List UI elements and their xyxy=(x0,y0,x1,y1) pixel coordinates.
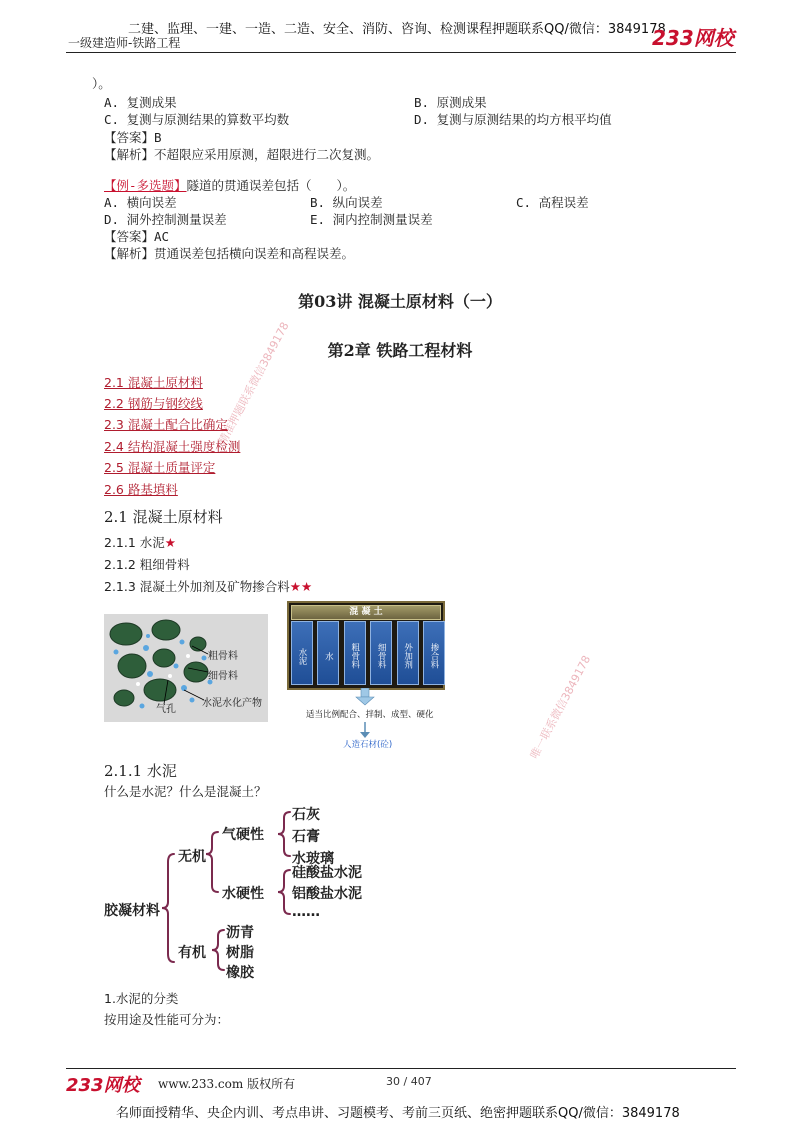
label-air-void: 气孔 xyxy=(156,704,176,715)
star-icon: ★★ xyxy=(289,579,313,594)
subsection-label: 2.1.2 粗细骨料 xyxy=(104,557,190,572)
header-subtitle: 一级建造师-铁路工程 xyxy=(68,36,181,50)
classification-text: 按用途及性能可分为： xyxy=(104,1012,230,1027)
tree-item: 硅酸盐水泥 xyxy=(292,865,362,881)
tree-item: 铝酸盐水泥 xyxy=(292,886,362,902)
constituent-column: 水泥 xyxy=(291,621,313,685)
label-fine-aggregate: 细骨料 xyxy=(208,671,238,682)
footer-logo: 233网校 xyxy=(66,1075,140,1096)
toc-item-2-6[interactable]: 2.6 路基填料 xyxy=(104,482,178,497)
subsection-2-1-3 xyxy=(104,577,312,595)
watermark-text: 精准押题联系微信3849178 xyxy=(215,319,292,448)
toc-item-2-1[interactable]: 2.1 混凝土原材料 xyxy=(104,375,203,390)
footer-divider xyxy=(66,1068,736,1069)
toc-item-2-2[interactable]: 2.2 钢筋与钢绞线 xyxy=(104,396,203,411)
label-cement-hydration: 水泥水化产物 xyxy=(202,698,262,709)
lecture-title: 第03讲 混凝土原材料（一） xyxy=(298,292,502,311)
constituent-column: 细骨料 xyxy=(370,621,392,685)
q1-option-b: B. 原测成果 xyxy=(414,95,487,110)
tree-item: 沥青 xyxy=(226,925,254,941)
q2-option-b: B. 纵向误差 xyxy=(310,195,383,210)
tree-item: 石膏 xyxy=(292,829,320,845)
q1-stem-tail: ）。 xyxy=(92,76,111,91)
arrow-down-icon xyxy=(355,688,375,706)
page-number: 30 / 407 xyxy=(386,1075,432,1088)
tree-item: …… xyxy=(292,904,320,920)
q2-option-c: C. 高程误差 xyxy=(516,195,589,210)
footer-contact-line: 名师面授精华、央企内训、考点串讲、习题模考、考前三页纸、绝密押题联系QQ/微信：3849178 xyxy=(116,1106,680,1121)
constituent-column: 粗骨料 xyxy=(344,621,366,685)
arrow-down-icon xyxy=(359,722,371,738)
header-contact-line: 二建、监理、一建、一造、二造、安全、消防、咨询、检测课程押题联系QQ/微信：3849178 xyxy=(128,22,666,37)
header-logo: 233网校 xyxy=(652,26,734,50)
result-caption: 人造石材(砼) xyxy=(343,740,393,750)
subsection-label: 2.1.1 水泥 xyxy=(104,535,165,550)
footer-site[interactable]: www.233.com 版权所有 xyxy=(158,1077,296,1091)
cement-question: 什么是水泥？什么是混凝土？ xyxy=(104,784,267,799)
q2-option-a: A. 横向误差 xyxy=(104,195,177,210)
q2-tag: 【例-多选题】 xyxy=(104,178,187,193)
toc-item-2-4[interactable]: 2.4 结构混凝土强度检测 xyxy=(104,439,241,454)
tree-root: 胶凝材料 xyxy=(104,903,160,919)
constituent-column: 外加剂 xyxy=(397,621,419,685)
section-2-1-1-heading: 2.1.1 水泥 xyxy=(104,762,177,780)
toc-item-2-3[interactable]: 2.3 混凝土配合比确定 xyxy=(104,417,228,432)
q2-stem-text: 隧道的贯通误差包括（ ）。 xyxy=(186,178,356,193)
tree-item: 石灰 xyxy=(292,807,320,823)
chapter-title: 第2章 铁路工程材料 xyxy=(327,341,473,360)
tree-item: 树脂 xyxy=(226,945,254,961)
q1-analysis: 【解析】不超限应采用原测，超限进行二次复测。 xyxy=(104,147,380,162)
subsection-2-1-2 xyxy=(104,555,190,573)
q2-answer: 【答案】AC xyxy=(104,229,170,244)
q2-analysis: 【解析】贯通误差包括横向误差和高程误差。 xyxy=(104,246,355,261)
concrete-header-box: 混 凝 土 xyxy=(291,605,441,620)
q2-stem xyxy=(104,176,355,194)
tree-item: 橡胶 xyxy=(226,965,254,981)
q1-option-d: D. 复测与原测结果的均方根平均值 xyxy=(414,112,612,127)
tree-inorganic: 无机 xyxy=(178,849,206,865)
subsection-2-1-1 xyxy=(104,533,176,551)
label-coarse-aggregate: 粗骨料 xyxy=(208,651,238,662)
q1-option-c: C. 复测与原测结果的算数平均数 xyxy=(104,112,290,127)
tree-air-hardening: 气硬性 xyxy=(222,827,264,843)
tree-item: 水玻璃 xyxy=(292,851,334,867)
classification-title: 1.水泥的分类 xyxy=(104,991,179,1006)
tree-organic: 有机 xyxy=(178,945,206,961)
header-divider xyxy=(66,52,736,53)
process-caption: 适当比例配合、拌制、成型、硬化 xyxy=(306,710,434,720)
section-2-1-heading: 2.1 混凝土原材料 xyxy=(104,508,223,526)
q1-option-a: A. 复测成果 xyxy=(104,95,177,110)
q2-option-e: E. 洞内控制测量误差 xyxy=(310,212,433,227)
constituent-column: 水 xyxy=(317,621,339,685)
constituent-columns xyxy=(289,621,443,687)
tree-hydraulic: 水硬性 xyxy=(222,886,264,902)
q1-answer: 【答案】B xyxy=(104,130,162,145)
constituent-column: 掺合料 xyxy=(423,621,445,685)
watermark-text: 唯一联系微信3849178 xyxy=(527,653,594,762)
q2-option-d: D. 洞外控制测量误差 xyxy=(104,212,227,227)
star-icon: ★ xyxy=(164,535,176,550)
toc-item-2-5[interactable]: 2.5 混凝土质量评定 xyxy=(104,460,216,475)
subsection-label: 2.1.3 混凝土外加剂及矿物掺合料 xyxy=(104,579,290,594)
